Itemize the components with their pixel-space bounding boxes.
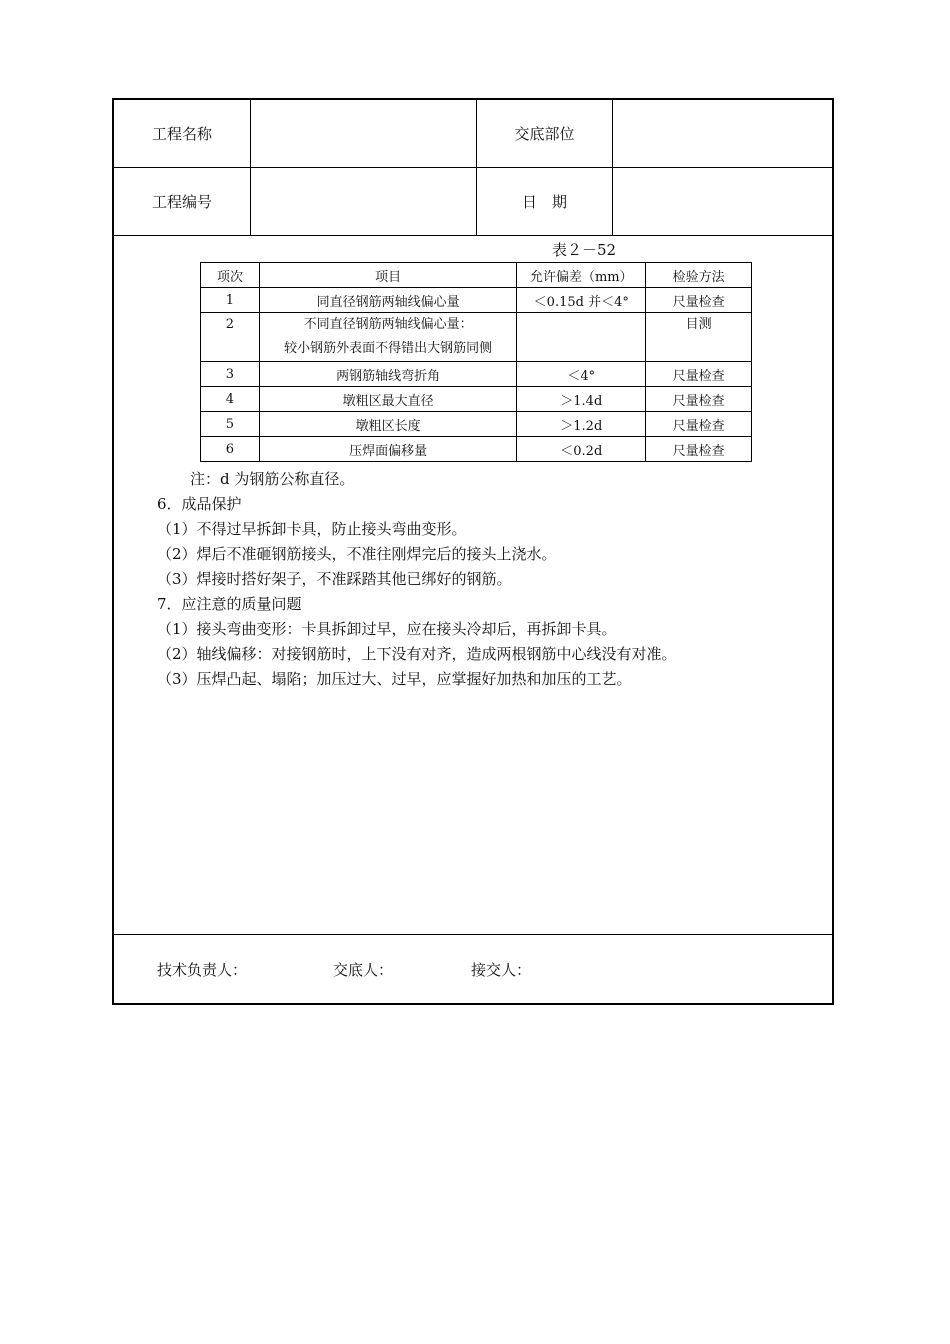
table-row [201,437,752,462]
table-header-row [201,263,752,288]
table-row [201,313,752,362]
row-item: 压焊面偏移量 [259,437,516,462]
row-item: 墩粗区长度 [259,412,516,437]
row-no: 2 [201,313,260,362]
section-7-item-3: （3）压焊凸起、塌陷；加压过大、过早，应掌握好加热和加压的工艺。 [157,670,632,688]
row-method: 尺量检查 [646,362,752,387]
project-number-value[interactable] [250,168,476,235]
discloser-label: 交底人： [333,961,394,979]
row-item-line-2: 较小钢筋外表面不得错出大钢筋同侧 [284,341,493,356]
row-method: 尺量检查 [646,437,752,462]
table-row [201,412,752,437]
row-tolerance: ＞1.2d [517,412,646,437]
row-method: 尺量检查 [646,387,752,412]
row-item: 墩粗区最大直径 [259,387,516,412]
row-item: 两钢筋轴线弯折角 [259,362,516,387]
signature-footer [114,934,832,1003]
row-item-line-1: 不同直径钢筋两轴线偏心量： [303,317,473,332]
row-item: 同直径钢筋两轴线偏心量 [259,288,516,313]
tech-lead-label: 技术负责人： [157,961,248,979]
section-7-title: 7．应注意的质量问题 [157,595,302,613]
tolerance-table [200,262,752,462]
row-method: 目测 [646,313,752,362]
date-label: 日 期 [476,168,612,235]
disclosure-part-label: 交底部位 [476,100,612,167]
section-6-item-2: （2）焊后不准砸钢筋接头，不准往刚焊完后的接头上浇水。 [157,545,557,563]
section-6-title: 6．成品保护 [157,495,242,513]
disclosure-part-value[interactable] [612,100,834,167]
table-row [201,387,752,412]
row-tolerance: ＜0.2d [517,437,646,462]
row-no: 6 [201,437,260,462]
row-no: 1 [201,288,260,313]
project-number-label: 工程编号 [151,193,212,211]
header-row-1 [114,100,832,168]
section-6-item-3: （3）焊接时搭好架子，不准踩踏其他已绑好的钢筋。 [157,570,512,588]
table-note: 注：d 为钢筋公称直径。 [190,470,355,488]
project-name-label: 工程名称 [151,125,212,143]
section-7-item-2: （2）轴线偏移：对接钢筋时，上下没有对齐，造成两根钢筋中心线没有对准。 [157,645,677,663]
row-no: 3 [201,362,260,387]
table-row [201,288,752,313]
row-tolerance [517,313,646,362]
col-header-no: 项次 [201,263,260,288]
row-item [259,313,516,362]
col-header-method: 检验方法 [646,263,752,288]
project-name-value[interactable] [250,100,476,167]
header-row-2 [114,168,832,236]
row-method: 尺量检查 [646,288,752,313]
disclosure-form [112,98,834,1005]
col-header-item: 项目 [259,263,516,288]
section-7-item-1: （1）接头弯曲变形：卡具拆卸过早，应在接头冷却后，再拆卸卡具。 [157,620,617,638]
table-caption: 表２－52 [552,241,617,259]
col-header-tolerance: 允许偏差（mm） [517,263,646,288]
row-tolerance: ＜0.15d 并＜4° [517,288,646,313]
section-6-item-1: （1）不得过早拆卸卡具，防止接头弯曲变形。 [157,520,467,538]
date-value[interactable] [612,168,834,235]
row-no: 4 [201,387,260,412]
row-no: 5 [201,412,260,437]
receiver-label: 接交人： [471,961,532,979]
row-tolerance: ＞1.4d [517,387,646,412]
row-method: 尺量检查 [646,412,752,437]
table-row [201,362,752,387]
row-tolerance: ＜4° [517,362,646,387]
